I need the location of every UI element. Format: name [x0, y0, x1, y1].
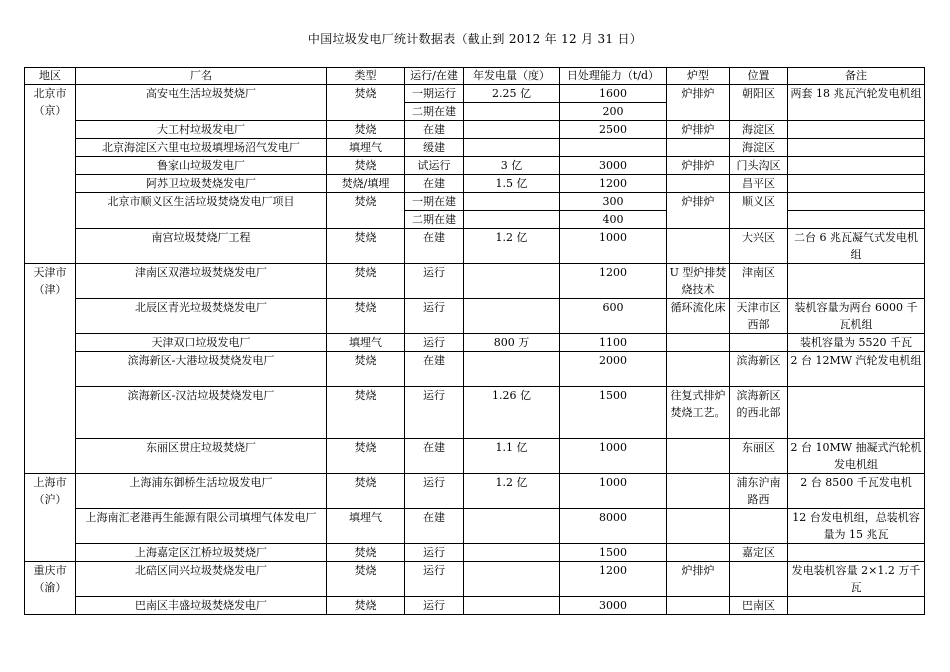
plant-name-cell: 巴南区丰盛垃圾焚烧发电厂	[76, 597, 327, 615]
furnace-cell: 炉排炉	[667, 157, 730, 175]
status-cell: 试运行	[405, 157, 464, 175]
location-cell: 海淀区	[730, 139, 788, 157]
capacity-cell: 2000	[560, 352, 667, 387]
header-notes: 备注	[788, 68, 925, 85]
generation-cell	[464, 562, 560, 597]
location-cell: 大兴区	[730, 229, 788, 264]
table-row	[25, 264, 925, 299]
capacity-cell: 1000	[560, 474, 667, 509]
type-cell: 焚烧	[327, 544, 405, 562]
capacity-cell: 1500	[560, 387, 667, 439]
notes-cell	[788, 157, 925, 175]
location-cell: 天津市区西部	[730, 299, 788, 334]
notes-cell	[788, 139, 925, 157]
plant-name-cell: 上海南汇老港再生能源有限公司填埋气体发电厂	[76, 509, 327, 544]
header-location: 位置	[730, 68, 788, 85]
capacity-cell	[560, 139, 667, 157]
notes-cell	[788, 387, 925, 439]
type-cell: 焚烧	[327, 439, 405, 474]
furnace-cell: 炉排炉	[667, 562, 730, 597]
header-plant-name: 厂名	[76, 68, 327, 85]
notes-cell: 2 台 10MW 抽凝式汽轮机发电机组	[788, 439, 925, 474]
notes-cell: 发电装机容量 2×1.2 万千瓦	[788, 562, 925, 597]
table-row	[25, 544, 925, 562]
status-cell: 缓建	[405, 139, 464, 157]
furnace-cell	[667, 352, 730, 387]
furnace-cell	[667, 474, 730, 509]
table-row	[25, 157, 925, 175]
type-cell: 焚烧	[327, 121, 405, 139]
capacity-cell: 3000	[560, 157, 667, 175]
table-row	[25, 597, 925, 615]
generation-cell: 3 亿	[464, 157, 560, 175]
capacity-cell: 1500	[560, 544, 667, 562]
capacity-cell: 1200	[560, 264, 667, 299]
generation-cell	[464, 193, 560, 211]
header-daily-capacity: 日处理能力（t/d）	[560, 68, 667, 85]
notes-cell: 12 台发电机组，总装机容量为 15 兆瓦	[788, 509, 925, 544]
location-cell: 嘉定区	[730, 544, 788, 562]
type-cell: 填埋气	[327, 139, 405, 157]
status-cell: 运行	[405, 562, 464, 597]
type-cell: 焚烧	[327, 157, 405, 175]
table-header-row	[25, 68, 925, 85]
generation-cell: 1.26 亿	[464, 387, 560, 439]
furnace-cell	[667, 175, 730, 193]
type-cell: 焚烧	[327, 562, 405, 597]
notes-cell	[788, 121, 925, 139]
generation-cell	[464, 597, 560, 615]
table-row	[25, 121, 925, 139]
capacity-cell: 1200	[560, 175, 667, 193]
furnace-cell	[667, 139, 730, 157]
furnace-cell: 往复式排炉焚烧工艺。	[667, 387, 730, 439]
plant-name-cell: 北碚区同兴垃圾焚烧发电厂	[76, 562, 327, 597]
notes-cell	[788, 193, 925, 211]
type-cell: 焚烧/填埋	[327, 175, 405, 193]
region-cell: 上海市（沪）	[25, 474, 76, 562]
region-cell: 天津市（津）	[25, 264, 76, 474]
status-cell: 在建	[405, 229, 464, 264]
notes-cell: 装机容量为两台 6000 千瓦机组	[788, 299, 925, 334]
status-cell: 运行	[405, 334, 464, 352]
capacity-cell: 1100	[560, 334, 667, 352]
plant-name-cell: 北京市顺义区生活垃圾焚烧发电厂项目	[76, 193, 327, 229]
generation-cell	[464, 211, 560, 229]
table-row	[25, 562, 925, 597]
furnace-cell	[667, 509, 730, 544]
location-cell: 门头沟区	[730, 157, 788, 175]
furnace-cell	[667, 439, 730, 474]
location-cell: 滨海新区的西北部	[730, 387, 788, 439]
status-cell: 运行	[405, 474, 464, 509]
furnace-cell	[667, 229, 730, 264]
region-cell: 北京市（京）	[25, 85, 76, 264]
location-cell: 朝阳区	[730, 85, 788, 121]
location-cell: 海淀区	[730, 121, 788, 139]
type-cell: 焚烧	[327, 264, 405, 299]
table-row	[25, 352, 925, 387]
location-cell	[730, 334, 788, 352]
plant-name-cell: 上海嘉定区江桥垃圾焚烧厂	[76, 544, 327, 562]
plant-name-cell: 津南区双港垃圾焚烧发电厂	[76, 264, 327, 299]
generation-cell: 1.2 亿	[464, 474, 560, 509]
generation-cell	[464, 121, 560, 139]
status-cell: 运行	[405, 387, 464, 439]
capacity-cell: 3000	[560, 597, 667, 615]
type-cell: 焚烧	[327, 352, 405, 387]
capacity-cell: 200	[560, 103, 667, 121]
table-row	[25, 229, 925, 264]
status-cell: 在建	[405, 121, 464, 139]
plant-name-cell: 阿苏卫垃圾焚烧发电厂	[76, 175, 327, 193]
status-cell: 二期在建	[405, 103, 464, 121]
location-cell: 顺义区	[730, 193, 788, 229]
plant-name-cell: 北辰区青光垃圾焚烧发电厂	[76, 299, 327, 334]
table-row	[25, 175, 925, 193]
plant-name-cell: 南宫垃圾焚烧厂工程	[76, 229, 327, 264]
capacity-cell: 1000	[560, 229, 667, 264]
region-cell: 重庆市（渝）	[25, 562, 76, 615]
notes-cell	[788, 544, 925, 562]
furnace-cell	[667, 597, 730, 615]
generation-cell	[464, 509, 560, 544]
type-cell: 焚烧	[327, 85, 405, 121]
table-row	[25, 474, 925, 509]
status-cell: 在建	[405, 439, 464, 474]
generation-cell: 1.2 亿	[464, 229, 560, 264]
status-cell: 二期在建	[405, 211, 464, 229]
notes-cell: 装机容量为 5520 千瓦	[788, 334, 925, 352]
table-row	[25, 299, 925, 334]
status-cell: 一期在建	[405, 193, 464, 211]
furnace-cell	[667, 544, 730, 562]
type-cell: 焚烧	[327, 474, 405, 509]
notes-cell: 二台 6 兆瓦凝气式发电机组	[788, 229, 925, 264]
location-cell: 昌平区	[730, 175, 788, 193]
furnace-cell: 炉排炉	[667, 121, 730, 139]
generation-cell: 1.1 亿	[464, 439, 560, 474]
plant-name-cell: 北京海淀区六里屯垃圾填埋场沼气发电厂	[76, 139, 327, 157]
location-cell: 浦东沪南路西	[730, 474, 788, 509]
type-cell: 填埋气	[327, 509, 405, 544]
type-cell: 焚烧	[327, 597, 405, 615]
location-cell: 滨海新区	[730, 352, 788, 387]
table-row	[25, 387, 925, 439]
notes-cell	[788, 264, 925, 299]
plant-name-cell: 滨海新区-汉沽垃圾焚烧发电厂	[76, 387, 327, 439]
generation-cell	[464, 544, 560, 562]
capacity-cell: 300	[560, 193, 667, 211]
furnace-cell: 炉排炉	[667, 193, 730, 229]
generation-cell: 2.25 亿	[464, 85, 560, 103]
capacity-cell: 1600	[560, 85, 667, 103]
type-cell: 焚烧	[327, 299, 405, 334]
table-row	[25, 139, 925, 157]
status-cell: 在建	[405, 352, 464, 387]
generation-cell: 800 万	[464, 334, 560, 352]
status-cell: 运行	[405, 597, 464, 615]
plant-name-cell: 东丽区贯庄垃圾焚烧厂	[76, 439, 327, 474]
capacity-cell: 1000	[560, 439, 667, 474]
location-cell	[730, 509, 788, 544]
table-row	[25, 509, 925, 544]
status-cell: 运行	[405, 264, 464, 299]
capacity-cell: 400	[560, 211, 667, 229]
capacity-cell: 600	[560, 299, 667, 334]
power-plant-table	[24, 67, 925, 615]
generation-cell	[464, 352, 560, 387]
header-type: 类型	[327, 68, 405, 85]
capacity-cell: 8000	[560, 509, 667, 544]
notes-cell	[788, 211, 925, 229]
location-cell: 津南区	[730, 264, 788, 299]
generation-cell	[464, 264, 560, 299]
location-cell: 巴南区	[730, 597, 788, 615]
furnace-cell: 循环流化床	[667, 299, 730, 334]
status-cell: 一期运行	[405, 85, 464, 103]
furnace-cell: 炉排炉	[667, 85, 730, 121]
generation-cell	[464, 103, 560, 121]
status-cell: 运行	[405, 299, 464, 334]
table-row	[25, 439, 925, 474]
location-cell	[730, 562, 788, 597]
header-status: 运行/在建	[405, 68, 464, 85]
header-furnace-type: 炉型	[667, 68, 730, 85]
plant-name-cell: 大工村垃圾发电厂	[76, 121, 327, 139]
notes-cell: 两套 18 兆瓦汽轮发电机组	[788, 85, 925, 121]
plant-name-cell: 天津双口垃圾发电厂	[76, 334, 327, 352]
type-cell: 焚烧	[327, 229, 405, 264]
notes-cell: 2 台 12MW 汽轮发电机组	[788, 352, 925, 387]
header-region: 地区	[25, 68, 76, 85]
document-title: 中国垃圾发电厂统计数据表（截止到 2012 年 12 月 31 日）	[307, 32, 643, 46]
generation-cell: 1.5 亿	[464, 175, 560, 193]
status-cell: 在建	[405, 175, 464, 193]
notes-cell	[788, 175, 925, 193]
table-row	[25, 334, 925, 352]
capacity-cell: 1200	[560, 562, 667, 597]
plant-name-cell: 鲁家山垃圾发电厂	[76, 157, 327, 175]
notes-cell	[788, 597, 925, 615]
generation-cell	[464, 299, 560, 334]
table-row	[25, 193, 925, 211]
status-cell: 运行	[405, 544, 464, 562]
type-cell: 焚烧	[327, 193, 405, 229]
plant-name-cell: 高安屯生活垃圾焚烧厂	[76, 85, 327, 121]
generation-cell	[464, 139, 560, 157]
notes-cell: 2 台 8500 千瓦发电机	[788, 474, 925, 509]
plant-name-cell: 滨海新区-大港垃圾焚烧发电厂	[76, 352, 327, 387]
furnace-cell	[667, 334, 730, 352]
header-annual-generation: 年发电量（度）	[464, 68, 560, 85]
type-cell: 焚烧	[327, 387, 405, 439]
table-row	[25, 85, 925, 103]
plant-name-cell: 上海浦东御桥生活垃圾发电厂	[76, 474, 327, 509]
furnace-cell: U 型炉排焚烧技术	[667, 264, 730, 299]
location-cell: 东丽区	[730, 439, 788, 474]
status-cell: 在建	[405, 509, 464, 544]
capacity-cell: 2500	[560, 121, 667, 139]
type-cell: 填埋气	[327, 334, 405, 352]
